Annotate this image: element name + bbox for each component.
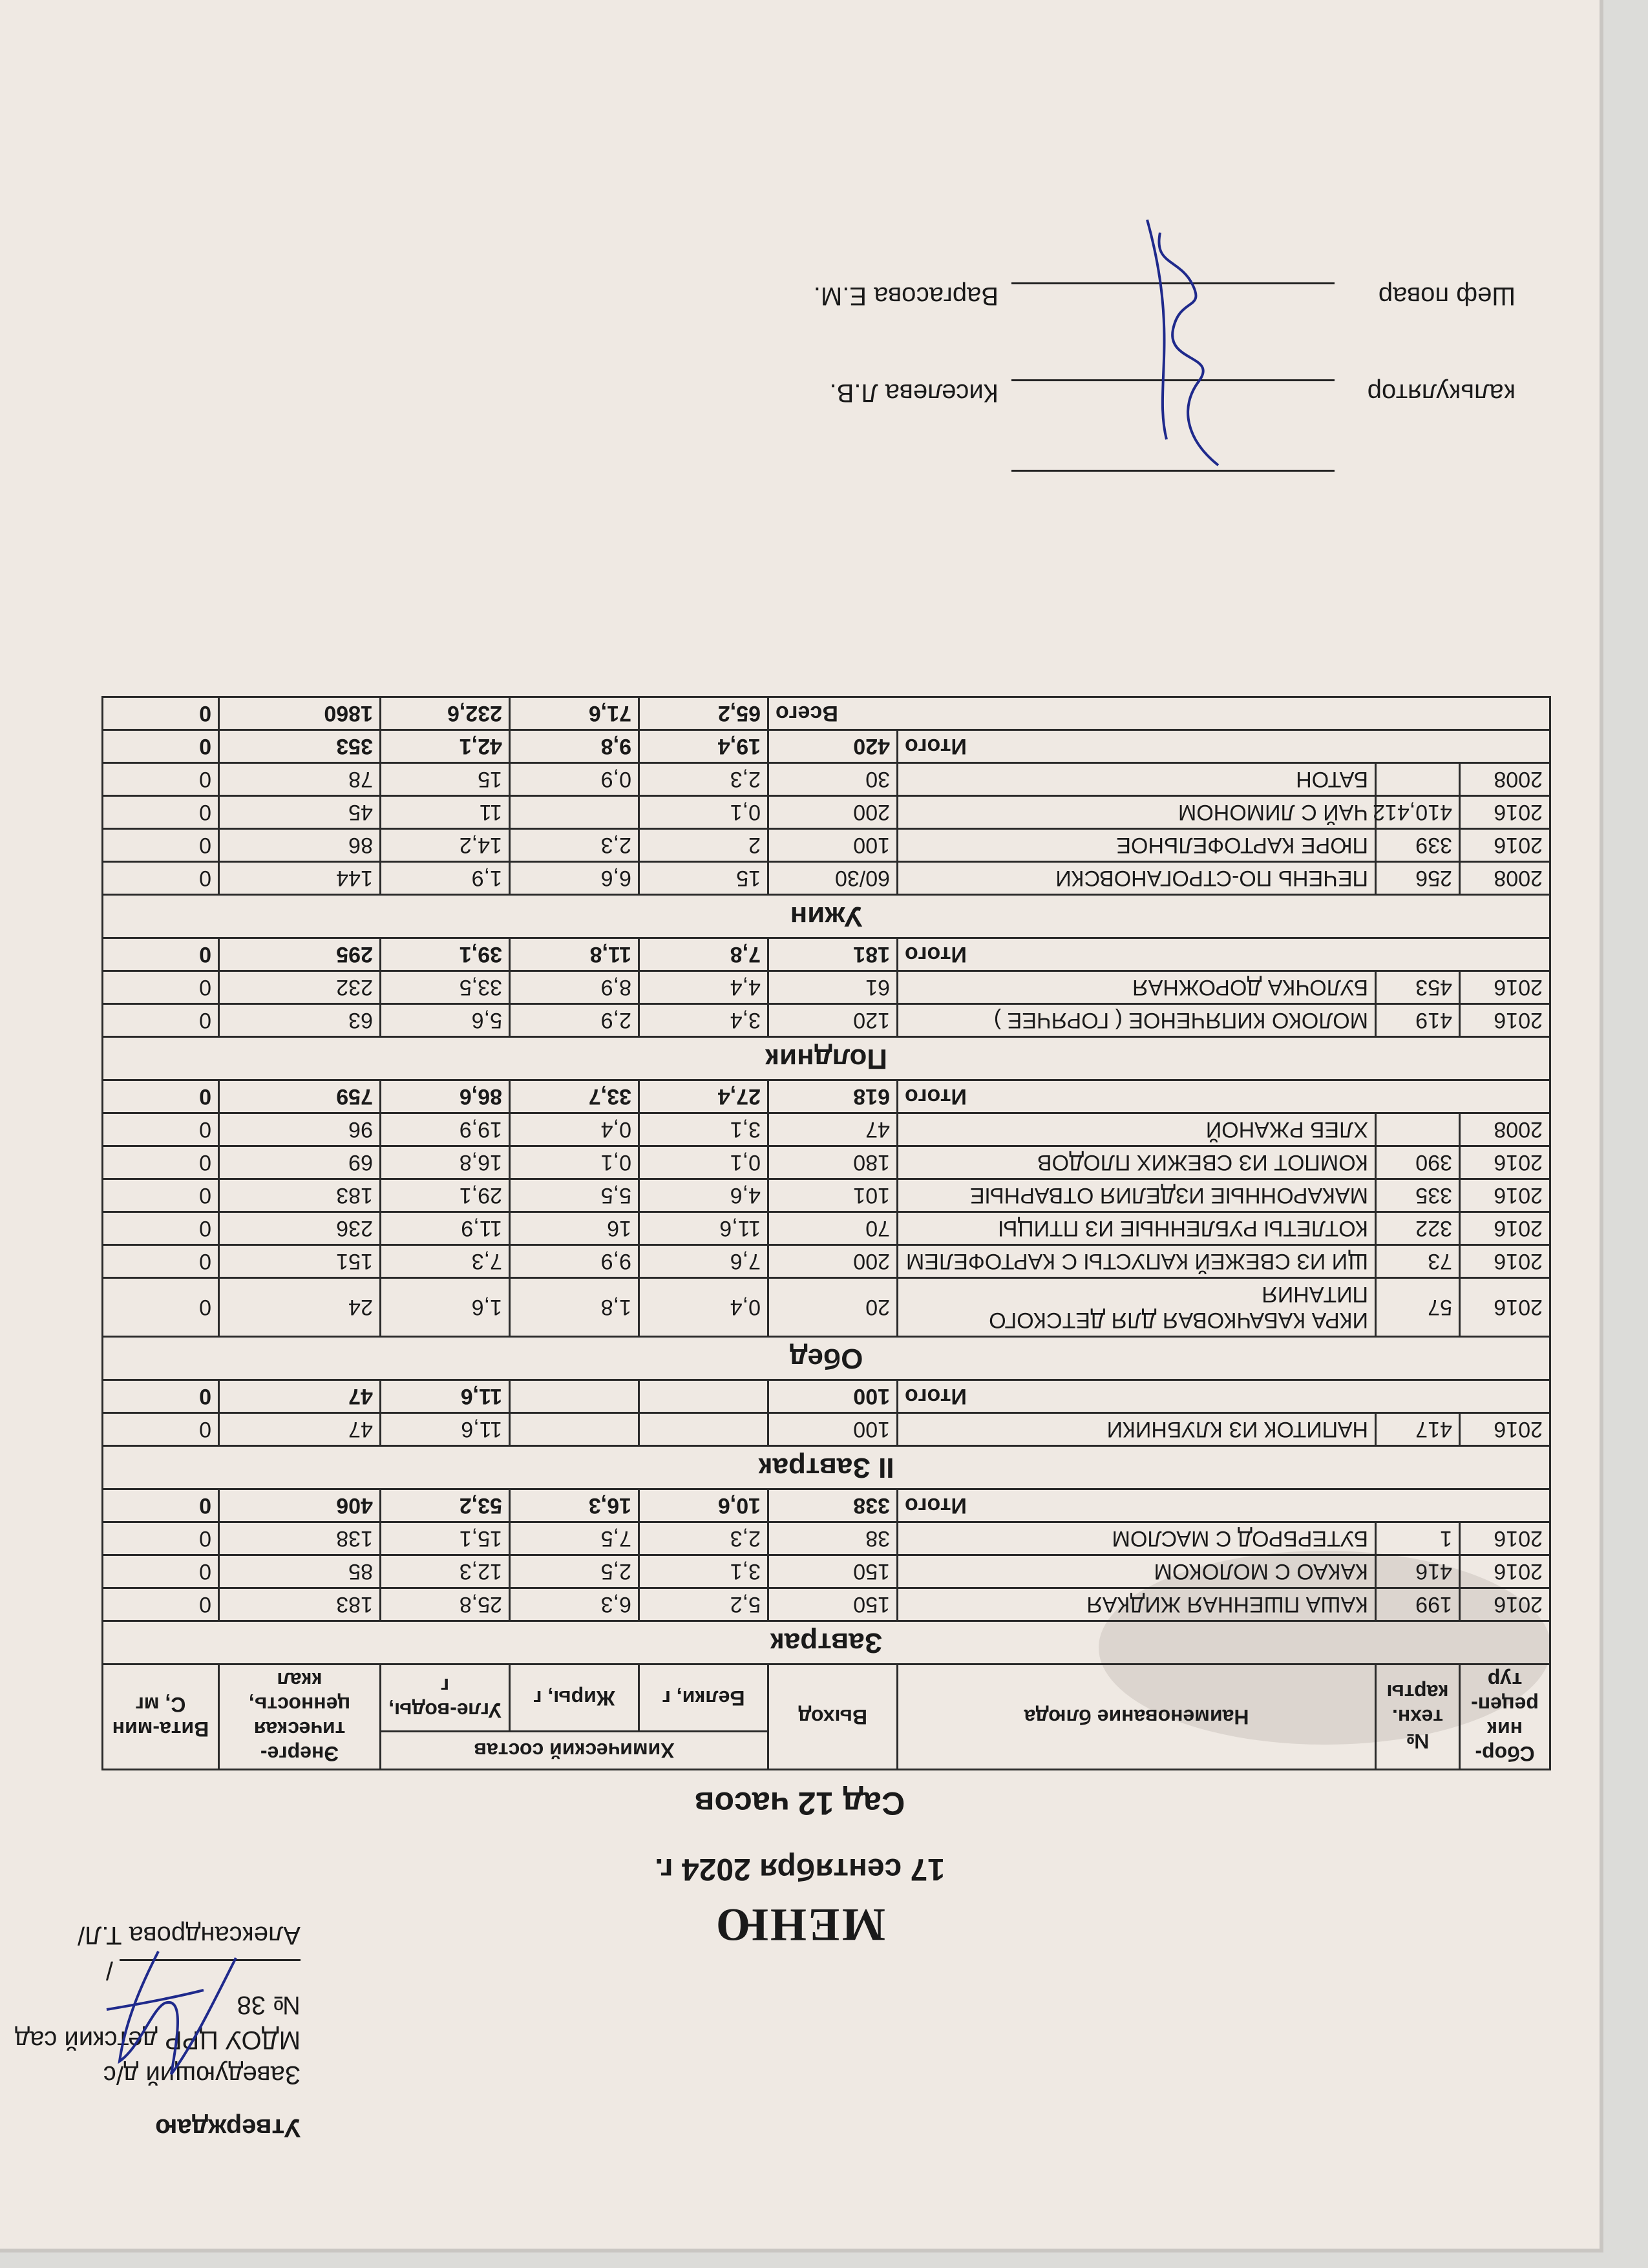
cell-protein: 4,4	[639, 971, 768, 1004]
cell-yield: 200	[768, 796, 898, 829]
approval-line2: МДОУ ЦРР детский сад № 38	[14, 1991, 301, 2054]
total-vitamin: 0	[102, 1380, 218, 1413]
cell-carbs: 14,2	[380, 829, 509, 862]
cell-yield: 61	[768, 971, 898, 1004]
cell-vitamin: 0	[102, 971, 218, 1004]
cell-collection: 2016	[1460, 971, 1550, 1004]
total-label: Итого	[898, 1380, 1550, 1413]
total-energy: 759	[218, 1080, 380, 1113]
cell-card: 199	[1376, 1588, 1460, 1621]
cell-vitamin: 0	[102, 796, 218, 829]
table-header	[102, 1664, 1550, 1770]
total-row	[102, 1080, 1550, 1113]
cell-yield: 101	[768, 1179, 898, 1212]
cell-collection: 2016	[1460, 1555, 1550, 1588]
cell-carbs: 25,8	[380, 1588, 509, 1621]
table-row	[102, 763, 1550, 796]
total-label: Итого	[898, 1080, 1550, 1113]
meal-title: Полдник	[102, 1037, 1550, 1080]
cell-collection: 2016	[1460, 1146, 1550, 1179]
grand-total-label: Всего	[768, 697, 1550, 730]
cell-yield: 120	[768, 1004, 898, 1037]
cell-collection: 2016	[1460, 1245, 1550, 1278]
cell-protein: 11,6	[639, 1212, 768, 1245]
cell-dish-name: ИКРА КАБАЧКОВАЯ ДЛЯ ДЕТСКОГО ПИТАНИЯ	[898, 1278, 1376, 1337]
cell-card: 57	[1376, 1278, 1460, 1337]
cell-dish-name: КАКАО С МОЛОКОМ	[898, 1555, 1376, 1588]
cell-vitamin: 0	[102, 1004, 218, 1037]
cell-fat: 1,8	[510, 1278, 639, 1337]
table-row	[102, 1113, 1550, 1146]
cell-fat: 16	[510, 1212, 639, 1245]
cell-energy: 86	[218, 829, 380, 862]
total-protein: 10,6	[639, 1489, 768, 1522]
total-row	[102, 730, 1550, 763]
cell-protein: 0,1	[639, 1146, 768, 1179]
cell-energy: 69	[218, 1146, 380, 1179]
grand-total-protein: 65,2	[639, 697, 768, 730]
cell-protein: 5,2	[639, 1588, 768, 1621]
table-row	[102, 971, 1550, 1004]
cell-dish-name: КОМПОТ ИЗ СВЕЖИХ ПЛОДОВ	[898, 1146, 1376, 1179]
cell-card: 390	[1376, 1146, 1460, 1179]
cell-carbs: 1,9	[380, 862, 509, 895]
meal-header-row	[102, 1037, 1550, 1080]
total-energy: 47	[218, 1380, 380, 1413]
cell-fat: 8,9	[510, 971, 639, 1004]
meal-title: Обед	[102, 1337, 1550, 1380]
cell-card: 1	[1376, 1522, 1460, 1555]
cell-protein: 0,4	[639, 1278, 768, 1337]
total-fat: 16,3	[510, 1489, 639, 1522]
meal-header-row	[102, 1446, 1550, 1489]
cell-card: 410,412	[1376, 796, 1460, 829]
total-label: Итого	[898, 1489, 1550, 1522]
cell-dish-name: ЧАЙ С ЛИМОНОМ	[898, 796, 1376, 829]
cell-dish-name: ПЕЧЕНЬ ПО-СТРОГАНОВСКИ	[898, 862, 1376, 895]
cell-vitamin: 0	[102, 1555, 218, 1588]
total-row	[102, 938, 1550, 971]
cell-fat: 0,1	[510, 1146, 639, 1179]
table-row	[102, 1146, 1550, 1179]
col-energy: Энерге-тическая ценность, ккал	[218, 1664, 380, 1770]
cell-dish-name: БАТОН	[898, 763, 1376, 796]
cell-dish-name: МОЛОКО КИПЯЧЕНОЕ ( ГОРЯЧЕЕ )	[898, 1004, 1376, 1037]
cell-card: 335	[1376, 1179, 1460, 1212]
cell-card: 256	[1376, 862, 1460, 895]
cell-collection: 2016	[1460, 1522, 1550, 1555]
cell-energy: 47	[218, 1413, 380, 1446]
total-protein: 7,8	[639, 938, 768, 971]
calc-role: калькулятор	[1367, 379, 1516, 407]
cell-yield: 38	[768, 1522, 898, 1555]
grand-total-row	[102, 697, 1550, 730]
meal-title: Завтрак	[102, 1621, 1550, 1664]
cell-collection: 2016	[1460, 829, 1550, 862]
grand-total-energy: 1860	[218, 697, 380, 730]
cell-protein: 3,1	[639, 1113, 768, 1146]
cell-protein: 7,6	[639, 1245, 768, 1278]
col-card: № техн. карты	[1376, 1664, 1460, 1770]
table-row	[102, 1004, 1550, 1037]
grand-total-carbs: 232,6	[380, 697, 509, 730]
cell-vitamin: 0	[102, 1146, 218, 1179]
meal-header-row	[102, 895, 1550, 938]
table-row	[102, 829, 1550, 862]
cell-dish-name: ПЮРЕ КАРТОФЕЛЬНОЕ	[898, 829, 1376, 862]
total-fat: 33,7	[510, 1080, 639, 1113]
cell-fat: 5,5	[510, 1179, 639, 1212]
total-yield: 181	[768, 938, 898, 971]
cell-fat: 6,3	[510, 1588, 639, 1621]
cell-carbs: 5,6	[380, 1004, 509, 1037]
cell-energy: 236	[218, 1212, 380, 1245]
cell-energy: 96	[218, 1113, 380, 1146]
cell-fat: 9,9	[510, 1245, 639, 1278]
total-yield: 100	[768, 1380, 898, 1413]
meal-title: II Завтрак	[102, 1446, 1550, 1489]
total-vitamin: 0	[102, 938, 218, 971]
total-carbs: 86,6	[380, 1080, 509, 1113]
cell-fat: 0,9	[510, 763, 639, 796]
cell-fat: 0,4	[510, 1113, 639, 1146]
cell-vitamin: 0	[102, 829, 218, 862]
cell-yield: 60/30	[768, 862, 898, 895]
cell-carbs: 16,8	[380, 1146, 509, 1179]
cell-carbs: 33,5	[380, 971, 509, 1004]
document-date: 17 сентября 2024 г.	[655, 1852, 945, 1886]
cell-protein: 15	[639, 862, 768, 895]
menu-table	[101, 696, 1551, 1770]
cell-vitamin: 0	[102, 1212, 218, 1245]
staff-signature-icon	[1115, 207, 1244, 478]
cell-collection: 2008	[1460, 763, 1550, 796]
cell-protein: 2,3	[639, 763, 768, 796]
cell-yield: 47	[768, 1113, 898, 1146]
cell-dish-name: МАКАРОННЫЕ ИЗДЕЛИЯ ОТВАРНЫЕ	[898, 1179, 1376, 1212]
cell-carbs: 11,6	[380, 1413, 509, 1446]
col-chem: Химический состав	[380, 1732, 768, 1770]
total-label: Итого	[898, 938, 1550, 971]
total-carbs: 53,2	[380, 1489, 509, 1522]
col-fat: Жиры, г	[510, 1664, 639, 1732]
cell-card: 416	[1376, 1555, 1460, 1588]
cell-protein: 2,3	[639, 1522, 768, 1555]
table-row	[102, 1245, 1550, 1278]
cell-yield: 180	[768, 1146, 898, 1179]
cell-dish-name: КАША ПШЕННАЯ ЖИДКАЯ	[898, 1588, 1376, 1621]
total-vitamin: 0	[102, 730, 218, 763]
cell-yield: 100	[768, 829, 898, 862]
cell-dish-name: ЩИ ИЗ СВЕЖЕЙ КАПУСТЫ С КАРТОФЕЛЕМ	[898, 1245, 1376, 1278]
table-row	[102, 796, 1550, 829]
cell-yield: 70	[768, 1212, 898, 1245]
cell-vitamin: 0	[102, 1245, 218, 1278]
cell-vitamin: 0	[102, 1588, 218, 1621]
table-row	[102, 1522, 1550, 1555]
director-signature-icon	[94, 1945, 249, 2087]
cell-energy: 151	[218, 1245, 380, 1278]
table-row	[102, 1555, 1550, 1588]
total-vitamin: 0	[102, 1080, 218, 1113]
cell-vitamin: 0	[102, 1413, 218, 1446]
cell-vitamin: 0	[102, 1179, 218, 1212]
cell-protein: 0,1	[639, 796, 768, 829]
cell-energy: 85	[218, 1555, 380, 1588]
cell-energy: 183	[218, 1588, 380, 1621]
cell-vitamin: 0	[102, 862, 218, 895]
cell-carbs: 1,6	[380, 1278, 509, 1337]
calc-name: Киселева Л.В.	[829, 379, 998, 407]
col-name: Наименование блюда	[898, 1664, 1376, 1770]
cell-collection: 2016	[1460, 796, 1550, 829]
cell-card	[1376, 763, 1460, 796]
col-collection: Сбор-ник рецеп-тур	[1460, 1664, 1550, 1770]
cell-collection: 2016	[1460, 1179, 1550, 1212]
cell-energy: 183	[218, 1179, 380, 1212]
cell-collection: 2016	[1460, 1278, 1550, 1337]
table-row	[102, 1588, 1550, 1621]
meal-title: Ужин	[102, 895, 1550, 938]
approval-block	[0, 1918, 301, 2145]
total-fat: 11,8	[510, 938, 639, 971]
grand-total-fat: 71,6	[510, 697, 639, 730]
table-body	[102, 697, 1550, 1664]
document-title: МЕНЮ	[713, 1899, 886, 1951]
total-protein	[639, 1380, 768, 1413]
cell-yield: 30	[768, 763, 898, 796]
cell-dish-name: БУЛОЧКА ДОРОЖНАЯ	[898, 971, 1376, 1004]
cell-fat	[510, 1413, 639, 1446]
total-carbs: 42,1	[380, 730, 509, 763]
cell-card: 339	[1376, 829, 1460, 862]
cell-energy: 63	[218, 1004, 380, 1037]
cell-protein: 2	[639, 829, 768, 862]
approval-signatory: /Александрова Т.Л/	[77, 1921, 301, 1984]
cell-fat: 7,5	[510, 1522, 639, 1555]
grand-total-vitamin: 0	[102, 697, 218, 730]
cell-dish-name: БУТЕРБРОД С МАСЛОМ	[898, 1522, 1376, 1555]
cell-collection: 2016	[1460, 1413, 1550, 1446]
cell-fat: 2,3	[510, 829, 639, 862]
total-protein: 27,4	[639, 1080, 768, 1113]
cell-card: 419	[1376, 1004, 1460, 1037]
table-row	[102, 1212, 1550, 1245]
cell-vitamin: 0	[102, 763, 218, 796]
total-label: Итого	[898, 730, 1550, 763]
total-protein: 19,4	[639, 730, 768, 763]
cell-vitamin: 0	[102, 1113, 218, 1146]
cell-yield: 150	[768, 1588, 898, 1621]
cell-collection: 2008	[1460, 862, 1550, 895]
cell-protein: 3,4	[639, 1004, 768, 1037]
cell-carbs: 19,9	[380, 1113, 509, 1146]
cell-card: 73	[1376, 1245, 1460, 1278]
approval-title: Утверждаю	[155, 2114, 301, 2142]
cell-collection: 2016	[1460, 1212, 1550, 1245]
cell-yield: 150	[768, 1555, 898, 1588]
cell-yield: 20	[768, 1278, 898, 1337]
total-carbs: 11,6	[380, 1380, 509, 1413]
cell-dish-name: КОТЛЕТЫ РУБЛЕННЫЕ ИЗ ПТИЦЫ	[898, 1212, 1376, 1245]
table-row	[102, 1179, 1550, 1212]
cell-carbs: 11	[380, 796, 509, 829]
col-yield: Выход	[768, 1664, 898, 1770]
cell-card: 453	[1376, 971, 1460, 1004]
group-name: Сад 12 часов	[694, 1785, 905, 1822]
cell-energy: 24	[218, 1278, 380, 1337]
table-row	[102, 1413, 1550, 1446]
cell-energy: 144	[218, 862, 380, 895]
total-yield: 618	[768, 1080, 898, 1113]
cell-yield: 200	[768, 1245, 898, 1278]
total-vitamin: 0	[102, 1489, 218, 1522]
cell-protein: 4,6	[639, 1179, 768, 1212]
cell-dish-name: НАПИТОК ИЗ КЛУБНИКИ	[898, 1413, 1376, 1446]
cell-carbs: 11,9	[380, 1212, 509, 1245]
meal-header-row	[102, 1337, 1550, 1380]
cell-collection: 2016	[1460, 1004, 1550, 1037]
cell-energy: 138	[218, 1522, 380, 1555]
cell-carbs: 15,1	[380, 1522, 509, 1555]
cell-energy: 78	[218, 763, 380, 796]
cell-fat: 6,6	[510, 862, 639, 895]
total-row	[102, 1489, 1550, 1522]
cell-collection: 2016	[1460, 1588, 1550, 1621]
total-yield: 420	[768, 730, 898, 763]
cell-carbs: 29,1	[380, 1179, 509, 1212]
total-energy: 406	[218, 1489, 380, 1522]
total-yield: 338	[768, 1489, 898, 1522]
cell-yield: 100	[768, 1413, 898, 1446]
table-row	[102, 1278, 1550, 1337]
cell-carbs: 7,3	[380, 1245, 509, 1278]
total-fat	[510, 1380, 639, 1413]
cell-dish-name: ХЛЕБ РЖАНОЙ	[898, 1113, 1376, 1146]
cell-collection: 2008	[1460, 1113, 1550, 1146]
approval-line1: Заведующий д/с	[103, 2061, 301, 2089]
cell-carbs: 12,3	[380, 1555, 509, 1588]
cell-card: 322	[1376, 1212, 1460, 1245]
cell-fat: 2,9	[510, 1004, 639, 1037]
cell-protein: 3,1	[639, 1555, 768, 1588]
cell-carbs: 15	[380, 763, 509, 796]
cell-card	[1376, 1113, 1460, 1146]
cell-fat: 2,5	[510, 1555, 639, 1588]
meal-header-row	[102, 1621, 1550, 1664]
total-energy: 353	[218, 730, 380, 763]
cell-fat	[510, 796, 639, 829]
total-carbs: 39,1	[380, 938, 509, 971]
cell-protein	[639, 1413, 768, 1446]
total-energy: 295	[218, 938, 380, 971]
table-row	[102, 862, 1550, 895]
col-vitamin: Вита-мин С, мг	[102, 1664, 218, 1770]
col-protein: Белки, г	[639, 1664, 768, 1732]
cell-vitamin: 0	[102, 1278, 218, 1337]
chef-name: Варгасова Е.М.	[813, 282, 998, 310]
col-carbs: Угле-воды, г	[380, 1664, 509, 1732]
cell-vitamin: 0	[102, 1522, 218, 1555]
total-row	[102, 1380, 1550, 1413]
total-fat: 9,8	[510, 730, 639, 763]
cell-energy: 232	[218, 971, 380, 1004]
cell-card: 417	[1376, 1413, 1460, 1446]
cell-energy: 45	[218, 796, 380, 829]
chef-role: Шеф повар	[1378, 282, 1516, 310]
